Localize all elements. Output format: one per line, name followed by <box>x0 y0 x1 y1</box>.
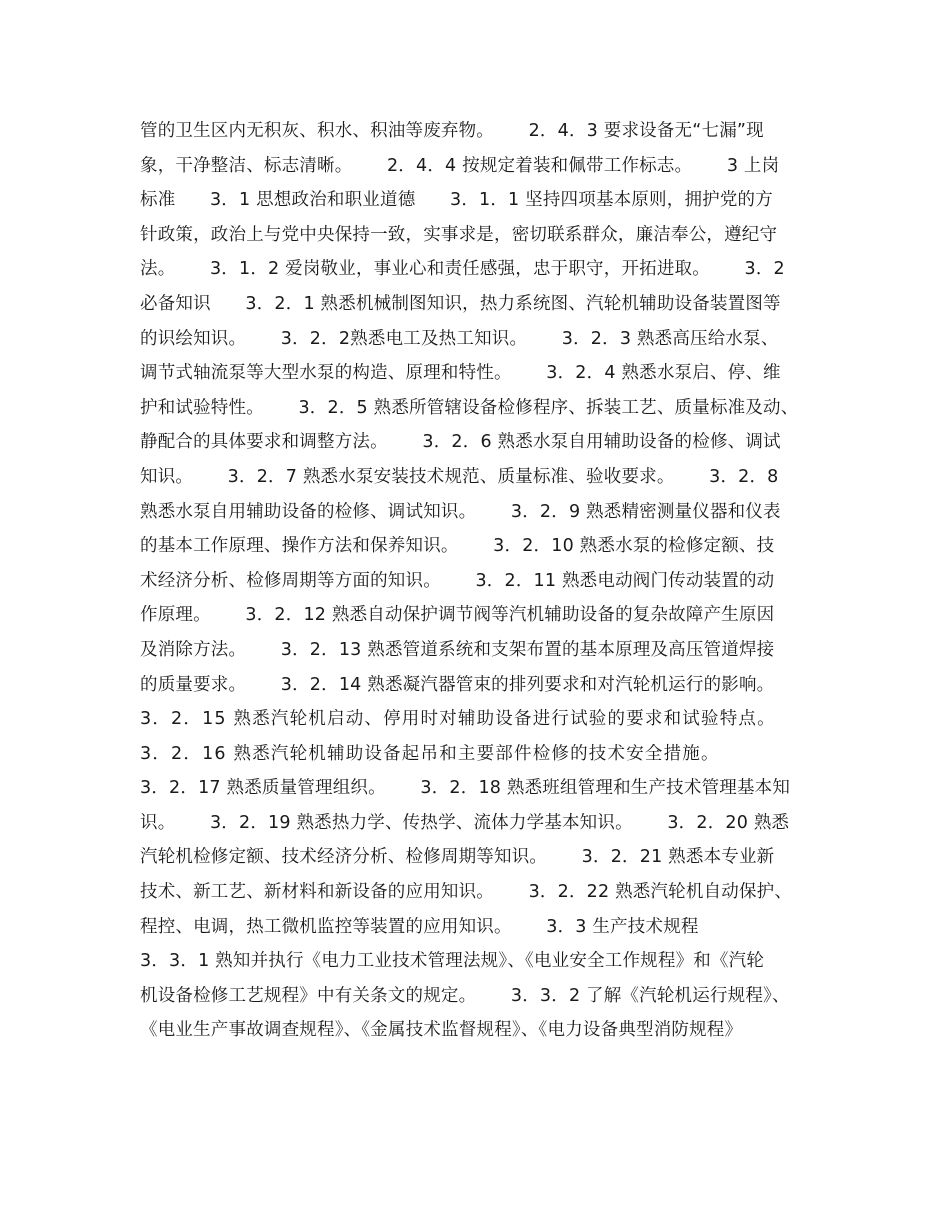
text-line: 标准 3．1 思想政治和职业道德 3．1．1 坚持四项基本原则，拥护党的方 <box>140 190 773 211</box>
text-line: 汽轮机检修定额、技术经济分析、检修周期等知识。 3．2．21 熟悉本专业新 <box>140 847 775 868</box>
text-line: 必备知识 3．2．1 熟悉机械制图知识，热力系统图、汽轮机辅助设备装置图等 <box>140 293 781 314</box>
text-line: 管的卫生区内无积灰、积水、积油等废弃物。 2．4．3 要求设备无“七漏”现 <box>140 121 764 141</box>
text-line: 的质量要求。 3．2．14 熟悉凝汽器管束的排列要求和对汽轮机运行的影响。 <box>140 674 775 695</box>
text-line: 3．3．1 熟知并执行《电力工业技术管理法规》、《电业安全工作规程》和《汽轮 <box>140 951 765 972</box>
text-line: 识。 3．2．19 熟悉热力学、传热学、流体力学基本知识。 3．2．20 熟悉 <box>140 812 790 833</box>
text-line: 技术、新工艺、新材料和新设备的应用知识。 3．2．22 熟悉汽轮机自动保护、 <box>140 882 793 903</box>
text-line: 知识。 3．2．7 熟悉水泵安装技术规范、质量标准、验收要求。 3．2．8 <box>140 466 779 487</box>
text-line: 的识绘知识。 3．2．2熟悉电工及热工知识。 3．2．3 熟悉高压给水泵、 <box>140 328 779 349</box>
text-line: 的基本工作原理、操作方法和保养知识。 3．2．10 熟悉水泵的检修定额、技 <box>140 536 775 557</box>
text-line: 机设备检修工艺规程》中有关条文的规定。 3．3．2 了解《汽轮机运行规程》、 <box>140 985 790 1006</box>
text-line: 针政策，政治上与党中央保持一致，实事求是，密切联系群众，廉洁奉公，遵纪守 <box>140 224 778 245</box>
text-line: 象，干净整洁、标志清晰。 2．4．4 按规定着装和佩带工作标志。 3 上岗 <box>140 155 780 176</box>
text-line: 法。 3．1．2 爱岗敬业，事业心和责任感强，忠于职守，开拓进取。 3．2 <box>140 259 785 280</box>
text-line: 《电业生产事故调查规程》、《金属技术监督规程》、《电力设备典型消防规程》 <box>140 1020 743 1041</box>
text-line: 熟悉水泵自用辅助设备的检修、调试知识。 3．2．9 熟悉精密测量仪器和仪表 <box>140 501 781 522</box>
text-line: 调节式轴流泵等大型水泵的构造、原理和特性。 3．2．4 熟悉水泵启、停、维 <box>140 363 781 384</box>
document-body-text <box>140 114 830 1048</box>
text-line: 术经济分析、检修周期等方面的知识。 3．2．11 熟悉电动阀门传动装置的动 <box>140 570 775 591</box>
text-line: 3．2．15 熟悉汽轮机启动、停用时对辅助设备进行试验的要求和试验特点。 <box>140 709 776 730</box>
text-line: 3．2．16 熟悉汽轮机辅助设备起吊和主要部件检修的技术安全措施。 <box>140 743 720 764</box>
text-line: 作原理。 3．2．12 熟悉自动保护调节阀等汽机辅助设备的复杂故障产生原因 <box>140 605 775 626</box>
text-line: 3．2．17 熟悉质量管理组织。 3．2．18 熟悉班组管理和生产技术管理基本知 <box>140 778 791 799</box>
text-line: 护和试验特性。 3．2．5 熟悉所管辖设备检修程序、拆装工艺、质量标准及动、 <box>140 397 799 418</box>
text-line: 静配合的具体要求和调整方法。 3．2．6 熟悉水泵自用辅助设备的检修、调试 <box>140 432 781 453</box>
text-line: 及消除方法。 3．2．13 熟悉管道系统和支架布置的基本原理及高压管道焊接 <box>140 639 775 660</box>
text-line: 程控、电调，热工微机监控等装置的应用知识。 3．3 生产技术规程 <box>140 916 699 937</box>
